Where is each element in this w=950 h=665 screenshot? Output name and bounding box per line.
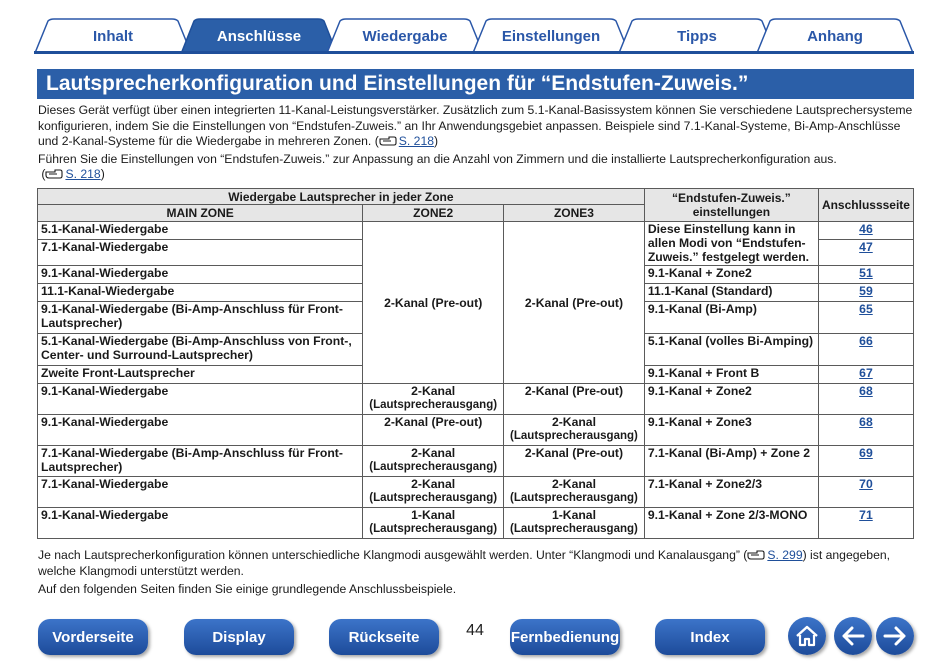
notes-paragraph-1 <box>38 548 918 579</box>
cell-zone2-merged: 2-Kanal (Pre-out) <box>363 222 504 384</box>
fernbedienung-button[interactable]: Fernbedienung <box>510 619 620 655</box>
header-page: Anschlussseite <box>818 189 913 222</box>
cell-setting: 7.1-Kanal (Bi-Amp) + Zone 2 <box>644 446 818 477</box>
pointing-hand-icon <box>379 135 397 146</box>
cell-page <box>818 284 913 302</box>
intro-paragraph-1: Dieses Gerät verfügt über einen integrierten 11-Kanal-Leistungsverstärker. Zusätzlich zum 5.1-Kanal-Basissystem können Sie verschiedene Lautsprechersysteme konfigurieren, indem Sie die Einstellungen von “Endstufen-Zuweis.” an Ihr Anwendungsgebiet anpassen. Beispiele sind 7.1-Kanal-Systeme, Bi-Amp-Anschlüsse und 2-Kanal-Systeme für die Wiedergabe in mehreren Zonen. ( S. 218) <box>38 103 913 148</box>
zone3-value: 1-Kanal <box>551 508 596 522</box>
table-row <box>38 508 914 539</box>
previous-page-button[interactable] <box>834 617 872 655</box>
zone2-value: 2-Kanal <box>411 446 456 460</box>
cell-page <box>818 302 913 334</box>
notes-text <box>38 548 918 601</box>
page-link[interactable]: 51 <box>859 266 873 280</box>
page-link[interactable]: 68 <box>859 384 873 398</box>
tab-anhang[interactable] <box>756 18 914 54</box>
intro-text <box>38 103 918 185</box>
cell-setting: 9.1-Kanal + Zone2 <box>644 266 818 284</box>
cell-zone3 <box>504 446 645 477</box>
page-number: 44 <box>466 622 484 639</box>
tab-tipps[interactable] <box>618 18 776 54</box>
table-row <box>38 384 914 415</box>
cell-main: 9.1-Kanal-Wiedergabe <box>38 384 363 415</box>
table-row <box>38 415 914 446</box>
cell-page <box>818 508 913 539</box>
cell-zone2 <box>363 446 504 477</box>
speaker-config-table <box>37 188 914 539</box>
cell-zone2 <box>363 477 504 508</box>
tab-anschluesse[interactable] <box>180 18 338 54</box>
cell-page <box>818 222 913 240</box>
index-button[interactable]: Index <box>655 619 765 655</box>
page-link[interactable]: 69 <box>859 446 873 460</box>
zone3-sub: (Lautsprecherausgang) <box>510 430 638 442</box>
notes-p1-b: ) ist angegeben, welche Klangmodi unterstützt werden. <box>38 548 891 578</box>
zone3-value: 2-Kanal <box>551 477 596 491</box>
zone3-value: 2-Kanal <box>551 415 596 429</box>
tab-label: Wiedergabe <box>362 27 448 45</box>
page-ref-link[interactable]: S. 218 <box>65 167 101 181</box>
page-link[interactable]: 71 <box>859 508 873 522</box>
zone3-value: 2-Kanal (Pre-out) <box>524 384 624 398</box>
zone2-sub: (Lautsprecherausgang) <box>369 523 498 535</box>
cell-zone2 <box>363 415 504 446</box>
page-link[interactable]: 66 <box>859 334 873 348</box>
cell-setting: 9.1-Kanal + Zone3 <box>644 415 818 446</box>
cell-page <box>818 446 913 477</box>
page-ref-link[interactable]: S. 299 <box>767 548 803 562</box>
cell-setting: 9.1-Kanal + Front B <box>644 366 818 384</box>
tab-label: Anhang <box>807 27 863 45</box>
cell-main: 5.1-Kanal-Wiedergabe (Bi-Amp-Anschluss von Front-, Center- und Surround-Lautsprecher) <box>38 334 363 366</box>
cell-page <box>818 266 913 284</box>
table-row <box>38 477 914 508</box>
page-link[interactable]: 46 <box>859 222 873 236</box>
header-zone2: ZONE2 <box>363 205 504 222</box>
zone2-sub: (Lautsprecherausgang) <box>369 461 498 473</box>
next-page-button[interactable] <box>876 617 914 655</box>
cell-setting: 11.1-Kanal (Standard) <box>644 284 818 302</box>
cell-page <box>818 384 913 415</box>
home-button[interactable] <box>788 617 826 655</box>
tab-inhalt[interactable] <box>34 18 192 54</box>
page-link[interactable]: 47 <box>859 240 873 254</box>
cell-setting: 9.1-Kanal + Zone2 <box>644 384 818 415</box>
table-row <box>38 222 914 240</box>
display-button[interactable]: Display <box>184 619 294 655</box>
cell-main: 9.1-Kanal-Wiedergabe <box>38 266 363 284</box>
cell-main: 7.1-Kanal-Wiedergabe <box>38 240 363 266</box>
header-setting: “Endstufen-Zuweis.” einstellungen <box>644 189 818 222</box>
intro-p1-text: Dieses Gerät verfügt über einen integrierten 11-Kanal-Leistungsverstärker. Zusätzlich zum 5.1-Kanal-Basissystem können Sie verschiedene Lautsprechersysteme konfigurieren, indem Sie die Einstellungen von “Endstufen-Zuweis.” an Ihr Anwendungsgebiet anpassen. Beispiele sind 7.1-Kanal-Systeme, Bi-Amp-Anschlüsse und 2-Kanal-Systeme für die Wiedergabe in mehreren Zonen. <box>38 103 913 148</box>
pointing-hand-icon <box>747 549 765 560</box>
cell-main: Zweite Front-Lautsprecher <box>38 366 363 384</box>
cell-setting: 7.1-Kanal + Zone2/3 <box>644 477 818 508</box>
page-ref-link[interactable]: S. 218 <box>398 134 435 148</box>
arrow-right-icon <box>883 626 907 646</box>
cell-main: 9.1-Kanal-Wiedergabe (Bi-Amp-Anschluss für Front-Lautsprecher) <box>38 302 363 334</box>
cell-page <box>818 366 913 384</box>
cell-main: 7.1-Kanal-Wiedergabe (Bi-Amp-Anschluss für Front-Lautsprecher) <box>38 446 363 477</box>
page-link[interactable]: 59 <box>859 284 873 298</box>
cell-main: 5.1-Kanal-Wiedergabe <box>38 222 363 240</box>
tab-einstellungen[interactable] <box>472 18 630 54</box>
cell-page <box>818 415 913 446</box>
zone2-value: 1-Kanal <box>411 508 456 522</box>
pointing-hand-icon <box>45 168 63 179</box>
cell-zone3-merged: 2-Kanal (Pre-out) <box>504 222 645 384</box>
arrow-left-icon <box>841 626 865 646</box>
cell-zone2 <box>363 384 504 415</box>
rueckseite-button[interactable]: Rückseite <box>329 619 439 655</box>
page-title: Lautsprecherkonfiguration und Einstellungen für “Endstufen-Zuweis.” <box>37 69 914 99</box>
home-icon <box>795 625 819 647</box>
page-link[interactable]: 65 <box>859 302 873 316</box>
zone3-sub: (Lautsprecherausgang) <box>510 523 638 535</box>
intro-p2-text: Führen Sie die Einstellungen von “Endstufen-Zuweis.” zur Anpassung an die Anzahl von Zimmern und die installierte Lautsprecherkonfiguration aus. <box>38 151 837 166</box>
cell-setting: 5.1-Kanal (volles Bi-Amping) <box>644 334 818 366</box>
header-main-zone: MAIN ZONE <box>38 205 363 222</box>
zone2-sub: (Lautsprecherausgang) <box>369 492 498 504</box>
table-row <box>38 446 914 477</box>
cell-main: 7.1-Kanal-Wiedergabe <box>38 477 363 508</box>
cell-zone3 <box>504 415 645 446</box>
page-link[interactable]: 68 <box>859 415 873 429</box>
page-link[interactable]: 67 <box>859 366 873 380</box>
tab-label: Anschlüsse <box>216 27 302 45</box>
zone2-value: 2-Kanal <box>411 477 456 491</box>
cell-zone3 <box>504 384 645 415</box>
notes-paragraph-2: Auf den folgenden Seiten finden Sie einige grundlegende Anschlussbeispiele. <box>38 582 457 596</box>
cell-zone2 <box>363 508 504 539</box>
tab-wiedergabe[interactable] <box>326 18 484 54</box>
cell-main: 11.1-Kanal-Wiedergabe <box>38 284 363 302</box>
tab-bar <box>34 14 914 54</box>
cell-zone3 <box>504 477 645 508</box>
vorderseite-button[interactable]: Vorderseite <box>38 619 148 655</box>
zone2-value: 2-Kanal <box>411 384 456 398</box>
cell-setting: 9.1-Kanal (Bi-Amp) <box>644 302 818 334</box>
zone3-value: 2-Kanal (Pre-out) <box>524 446 624 460</box>
zone2-value: 2-Kanal (Pre-out) <box>384 415 483 429</box>
tab-label: Tipps <box>677 27 717 45</box>
header-group: Wiedergabe Lautsprecher in jeder Zone <box>38 189 645 205</box>
cell-setting: 9.1-Kanal + Zone 2/3-MONO <box>644 508 818 539</box>
notes-p1-a: Je nach Lautsprecherkonfiguration können unterschiedliche Klangmodi ausgewählt werden. Unter “Klangmodi und Kanalausgang” ( <box>38 548 748 562</box>
tab-label: Inhalt <box>93 27 133 45</box>
cell-setting-merged: Diese Einstellung kann in allen Modi von “Endstufen-Zuweis.” festgelegt werden. <box>644 222 818 266</box>
header-zone3: ZONE3 <box>504 205 645 222</box>
tab-label: Einstellungen <box>501 27 601 45</box>
cell-main: 9.1-Kanal-Wiedergabe <box>38 508 363 539</box>
zone3-sub: (Lautsprecherausgang) <box>510 492 638 504</box>
cell-page <box>818 334 913 366</box>
cell-zone3 <box>504 508 645 539</box>
cell-page <box>818 477 913 508</box>
cell-main: 9.1-Kanal-Wiedergabe <box>38 415 363 446</box>
zone2-sub: (Lautsprecherausgang) <box>369 399 498 411</box>
intro-paragraph-2: Führen Sie die Einstellungen von “Endstufen-Zuweis.” zur Anpassung an die Anzahl von Zimmern und die installierte Lautsprecherkonfiguration aus. ( S. 218) <box>38 151 837 181</box>
cell-page <box>818 240 913 266</box>
page-link[interactable]: 70 <box>859 477 873 491</box>
tab-underline <box>34 51 914 54</box>
